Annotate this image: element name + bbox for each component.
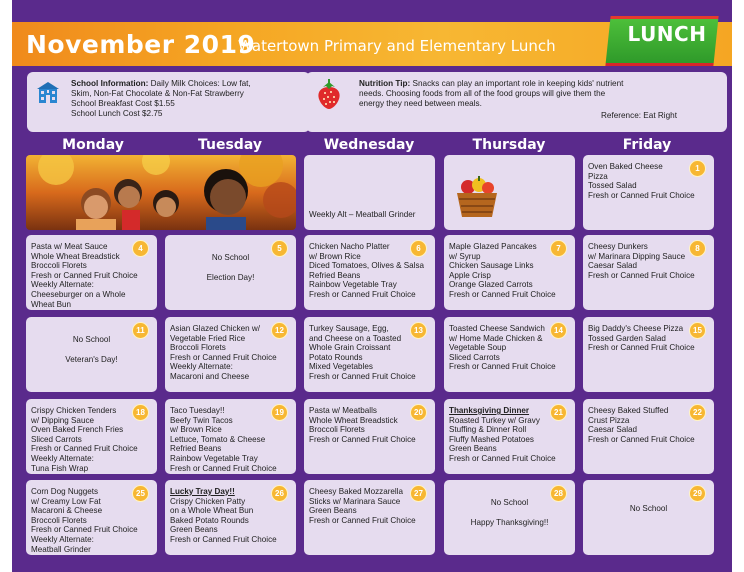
date-badge: 11 <box>132 322 149 339</box>
menu-item: Broccoli Florets <box>309 425 365 435</box>
menu-item: Sticks w/ Marinara Sauce <box>309 496 401 506</box>
page-subtitle: Watertown Primary and Elementary Lunch <box>238 37 556 55</box>
date-badge: 22 <box>689 404 706 421</box>
menu-item: Refried Beans <box>309 270 361 280</box>
day-header-tuesday: Tuesday <box>198 137 262 153</box>
menu-item: Weekly Alternate: <box>31 534 94 544</box>
day-cell-thursday <box>444 235 575 310</box>
menu-item <box>309 162 430 172</box>
notice-line: Election Day! <box>206 273 255 282</box>
kids-photo <box>26 155 296 230</box>
menu-page <box>12 0 732 572</box>
menu-item: Cheeseburger on a Whole <box>31 289 126 299</box>
school-info-box <box>27 72 310 132</box>
date-badge: 15 <box>689 322 706 339</box>
menu-item: Fresh or Canned Fruit Choice <box>449 453 556 463</box>
date-badge: 28 <box>550 485 567 502</box>
menu-item: Potato Rounds <box>309 352 363 362</box>
menu-item: Fresh or Canned Fruit Choice <box>31 444 138 454</box>
menu-item: Fresh or Canned Fruit Choice <box>588 270 695 280</box>
menu-item: Rainbow Vegetable Tray <box>170 453 258 463</box>
date-badge: 13 <box>410 322 427 339</box>
date-badge: 21 <box>550 404 567 421</box>
menu-item: Fresh or Canned Fruit Choice <box>588 190 695 200</box>
menu-item: Oven Baked French Fries <box>31 425 124 435</box>
date-badge: 6 <box>410 240 427 257</box>
school-info-line: Skim, Non-Fat Chocolate & Non-Fat Strawberry <box>71 89 244 98</box>
menu-item: Weekly Alternate: <box>31 280 94 290</box>
day-cell-monday <box>26 480 157 555</box>
menu-item: Pasta w/ Meat Sauce <box>31 242 108 251</box>
date-badge: 27 <box>410 485 427 502</box>
menu-item: w/ Brown Rice <box>309 251 361 261</box>
nutrition-tip-reference: Reference: Eat Right <box>600 111 677 120</box>
menu-item: Baked Potato Rounds <box>170 515 249 525</box>
day-cell-thursday <box>444 480 575 555</box>
menu-item <box>309 181 430 191</box>
menu-item: on a Whole Wheat Bun <box>170 506 254 516</box>
nutrition-tip-label: Nutrition Tip: <box>359 79 411 88</box>
menu-item: w/ Home Made Chicken & <box>449 333 543 343</box>
day-cell-tuesday <box>165 317 296 392</box>
school-info-text: Daily Milk Choices: Low fat, <box>148 79 251 88</box>
menu-item <box>309 172 430 182</box>
day-header-monday: Monday <box>62 137 124 153</box>
school-info-label: School Information: <box>71 79 149 88</box>
nutrition-tip-line: energy they need between meals. <box>359 99 482 108</box>
date-badge: 4 <box>132 240 149 257</box>
date-badge: 5 <box>271 240 288 257</box>
menu-item: Sliced Carrots <box>31 434 82 444</box>
notice-line <box>26 345 157 355</box>
menu-item: Tossed Salad <box>588 181 637 191</box>
school-icon <box>35 80 61 106</box>
menu-item: Chicken Nacho Platter <box>309 242 390 251</box>
menu-item: Crispy Chicken Patty <box>170 496 246 506</box>
day-cell-thursday <box>444 399 575 474</box>
notice-line: No School <box>490 498 529 507</box>
day-cell-thursday <box>444 155 575 230</box>
date-badge: 7 <box>550 240 567 257</box>
menu-item: Cheesy Baked Mozzarella <box>309 487 404 496</box>
nutrition-tip-text: Snacks can play an important role in keeping kids' nutrient <box>410 79 624 88</box>
day-header-thursday: Thursday <box>472 137 546 153</box>
menu-item: Green Beans <box>170 525 218 535</box>
menu-item: Crispy Chicken Tenders <box>31 406 117 415</box>
menu-item: w/ Syrup <box>449 251 481 261</box>
menu-item: Rainbow Vegetable Tray <box>309 280 397 290</box>
day-cell-monday <box>26 317 157 392</box>
notice-line: No School <box>211 253 250 262</box>
day-header-friday: Friday <box>622 137 672 153</box>
menu-item: Oven Baked Cheese <box>588 162 663 171</box>
lunch-cost: School Lunch Cost $2.75 <box>71 109 163 118</box>
notice-line <box>165 263 296 273</box>
menu-item: w/ Brown Rice <box>170 425 222 435</box>
menu-item: and Cheese on a Toasted <box>309 333 402 343</box>
menu-item: Wheat Bun <box>31 299 72 309</box>
date-badge: 29 <box>689 485 706 502</box>
menu-item: Fresh or Canned Fruit Choice <box>170 352 277 362</box>
date-badge: 20 <box>410 404 427 421</box>
menu-item: Stuffing & Dinner Roll <box>449 425 527 435</box>
menu-item: Fresh or Canned Fruit Choice <box>170 463 277 473</box>
date-badge: 18 <box>132 404 149 421</box>
menu-item: Cheesy Dunkers <box>588 242 648 251</box>
menu-item: Fresh or Canned Fruit Choice <box>449 289 556 299</box>
menu-item: Pizza <box>588 171 608 181</box>
menu-item: Fresh or Canned Fruit Choice <box>588 343 695 353</box>
day-cell-friday <box>583 399 714 474</box>
day-cell-friday <box>583 480 714 555</box>
notice-line <box>444 508 575 518</box>
menu-item: Weekly Alternate: <box>31 453 94 463</box>
menu-item: Green Beans <box>309 506 357 516</box>
menu-item: Fresh or Canned Fruit Choice <box>309 289 416 299</box>
menu-item: Roasted Turkey w/ Gravy <box>449 415 540 425</box>
menu-title: Thanksgiving Dinner <box>449 406 530 415</box>
notice-line: Veteran's Day! <box>65 355 118 364</box>
date-badge: 14 <box>550 322 567 339</box>
menu-item: Mixed Vegetables <box>309 362 373 372</box>
menu-item: Crust Pizza <box>588 415 630 425</box>
day-cell-friday <box>583 155 714 230</box>
menu-item: Sliced Carrots <box>449 352 500 362</box>
menu-title: Lucky Tray Day!! <box>170 487 235 496</box>
menu-item: Whole Wheat Breadstick <box>31 251 120 261</box>
menu-item <box>309 191 430 201</box>
day-cell-wednesday <box>304 155 435 230</box>
notice-line: No School <box>72 335 111 344</box>
menu-item: Fresh or Canned Fruit Choice <box>31 525 138 535</box>
menu-item: Refried Beans <box>170 444 222 454</box>
menu-item: Caesar Salad <box>588 425 638 435</box>
page-title: November 2019 <box>26 30 256 59</box>
menu-item: Big Daddy's Cheese Pizza <box>588 324 684 333</box>
day-cell-monday <box>26 399 157 474</box>
menu-item: Fresh or Canned Fruit Choice <box>309 371 416 381</box>
menu-item: Macaroni & Cheese <box>31 506 103 516</box>
menu-item: Fresh or Canned Fruit Choice <box>170 534 277 544</box>
menu-item: Tossed Garden Salad <box>588 333 666 343</box>
no-school-notice <box>165 253 296 283</box>
day-cell-tuesday <box>165 480 296 555</box>
menu-item: Asian Glazed Chicken w/ <box>170 324 260 333</box>
menu-item: Green Beans <box>449 444 497 454</box>
menu-item: Weekly Alternate: <box>170 362 233 372</box>
menu-item: w/ Marinara Dipping Sauce <box>588 251 686 261</box>
no-school-notice <box>444 498 575 528</box>
fruit-basket-icon <box>452 175 502 219</box>
menu-item: Beefy Twin Tacos <box>170 415 233 425</box>
menu-item: Toasted Cheese Sandwich <box>449 324 545 333</box>
menu-item: Apple Crisp <box>449 270 491 280</box>
date-badge: 25 <box>132 485 149 502</box>
menu-item: Cheesy Baked Stuffed <box>588 406 669 415</box>
menu-item: w/ Dipping Sauce <box>31 415 94 425</box>
date-badge: 26 <box>271 485 288 502</box>
lunch-badge-label: LUNCH <box>627 22 707 46</box>
menu-item: Whole Grain Croissant <box>309 343 391 353</box>
menu-item <box>309 200 430 210</box>
menu-item: Vegetable Fried Rice <box>170 333 246 343</box>
day-cell-friday <box>583 235 714 310</box>
day-cell-wednesday <box>304 235 435 310</box>
no-school-notice <box>26 335 157 365</box>
menu-item: Turkey Sausage, Egg, <box>309 324 389 333</box>
menu-item: Broccoli Florets <box>31 261 87 271</box>
menu-item: Pasta w/ Meatballs <box>309 406 377 415</box>
nutrition-tip-box <box>306 72 727 132</box>
menu-item: Macaroni and Cheese <box>170 371 250 381</box>
strawberry-icon <box>314 78 344 110</box>
menu-item: Whole Wheat Breadstick <box>309 415 398 425</box>
menu-item: Fresh or Canned Fruit Choice <box>309 515 416 525</box>
menu-item: Corn Dog Nuggets <box>31 487 99 496</box>
day-cell-tuesday <box>165 399 296 474</box>
menu-item: Broccoli Florets <box>170 343 226 353</box>
menu-item: Maple Glazed Pancakes <box>449 242 537 251</box>
day-cell-thursday <box>444 317 575 392</box>
menu-item: Vegetable Soup <box>449 343 507 353</box>
date-badge: 12 <box>271 322 288 339</box>
day-cell-tuesday <box>165 235 296 310</box>
menu-item: Fresh or Canned Fruit Choice <box>309 434 416 444</box>
menu-item: Meatball Grinder <box>31 544 91 554</box>
menu-item: Fresh or Canned Fruit Choice <box>31 270 138 280</box>
menu-item: w/ Creamy Low Fat <box>31 496 101 506</box>
menu-item: Fresh or Canned Fruit Choice <box>588 434 695 444</box>
date-badge: 19 <box>271 404 288 421</box>
menu-item: Taco Tuesday!! <box>170 406 225 415</box>
breakfast-cost: School Breakfast Cost $1.55 <box>71 99 175 108</box>
day-cell-wednesday <box>304 317 435 392</box>
menu-item: Chicken Sausage Links <box>449 261 534 271</box>
day-cell-wednesday <box>304 480 435 555</box>
menu-item: Broccoli Florets <box>31 515 87 525</box>
menu-item: Lettuce, Tomato & Cheese <box>170 434 266 444</box>
day-cell-monday <box>26 235 157 310</box>
menu-item: Weekly Alt – Meatball Grinder <box>309 209 416 219</box>
day-cell-friday <box>583 317 714 392</box>
menu-item: Fluffy Mashed Potatoes <box>449 434 534 444</box>
nutrition-tip-line: needs. Choosing foods from all of the food groups will give them the <box>359 89 606 98</box>
notice-line: Happy Thanksgiving!! <box>470 518 549 527</box>
menu-item: Fresh or Canned Fruit Choice <box>449 362 556 372</box>
menu-item: Tuna Fish Wrap <box>31 463 89 473</box>
no-school-notice <box>583 504 714 514</box>
day-cell-wednesday <box>304 399 435 474</box>
menu-item: Diced Tomatoes, Olives & Salsa <box>309 261 425 271</box>
menu-item: Caesar Salad <box>588 261 638 271</box>
menu-item: Orange Glazed Carrots <box>449 280 533 290</box>
date-badge: 1 <box>689 160 706 177</box>
date-badge: 8 <box>689 240 706 257</box>
day-header-wednesday: Wednesday <box>323 137 415 153</box>
notice-line: No School <box>629 504 668 513</box>
